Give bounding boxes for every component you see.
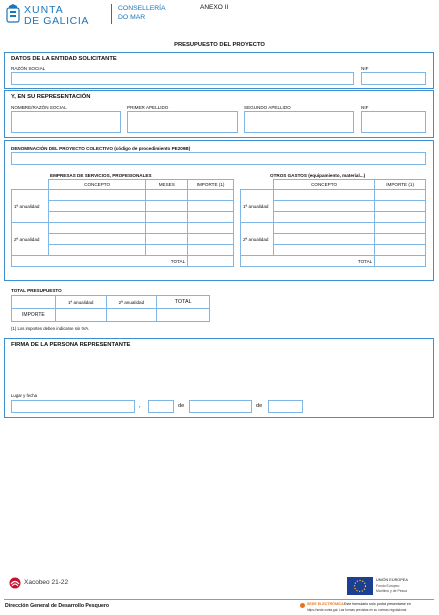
services-concepto-cell[interactable] bbox=[48, 245, 145, 256]
razon-social-label: RAZÓN SOCIAL bbox=[11, 66, 46, 71]
services-meses-cell[interactable] bbox=[146, 201, 188, 212]
services-meses-cell[interactable] bbox=[146, 245, 188, 256]
project-name-input[interactable] bbox=[11, 152, 426, 165]
coat-of-arms-icon bbox=[6, 4, 20, 24]
other-expenses-title: OTROS GASTOS (equipamiento, material...) bbox=[270, 173, 366, 178]
table-row bbox=[12, 309, 210, 322]
vat-note: (1) Los importes deben indicarse sin IVA. bbox=[11, 326, 90, 331]
dept-line1: CONSELLERÍA bbox=[118, 5, 166, 12]
other-total-cell[interactable] bbox=[375, 256, 426, 267]
table-cell bbox=[12, 180, 49, 190]
budget-col-total: TOTAL bbox=[157, 296, 210, 309]
other-importe-cell[interactable] bbox=[375, 190, 426, 201]
razon-social-input[interactable] bbox=[11, 72, 354, 85]
entity-nif-label: NIF bbox=[361, 66, 369, 71]
month-input[interactable] bbox=[189, 400, 252, 413]
sede-block bbox=[300, 602, 435, 614]
rep-first-surname-label: PRIMER APELLIDO bbox=[127, 105, 169, 110]
table-row bbox=[241, 256, 426, 267]
dept-line2: DO MAR bbox=[118, 14, 146, 21]
year-input[interactable] bbox=[268, 400, 303, 413]
table-row bbox=[241, 223, 426, 234]
other-concepto-cell[interactable] bbox=[273, 190, 374, 201]
other-concepto-cell[interactable] bbox=[273, 223, 374, 234]
logo-line2: DE GALICIA bbox=[24, 15, 89, 27]
other-concepto-cell[interactable] bbox=[273, 245, 374, 256]
col-meses: MESES bbox=[146, 180, 188, 190]
de-label-1: de bbox=[178, 403, 185, 409]
services-concepto-cell[interactable] bbox=[48, 190, 145, 201]
sede-text: Este formulario solo podrá presentarse en bbox=[344, 602, 411, 606]
rep-nif-label: NIF bbox=[361, 105, 369, 110]
sede-text2: https://sede.xunta.gal. Las formas previstas en su normas reguladoras bbox=[307, 608, 407, 612]
budget-total-table bbox=[11, 295, 210, 322]
rep-first-surname-input[interactable] bbox=[127, 111, 238, 133]
services-meses-cell[interactable] bbox=[146, 190, 188, 201]
eu-logo bbox=[347, 577, 433, 597]
budget-year2-cell[interactable] bbox=[106, 309, 157, 322]
table-row bbox=[12, 296, 210, 309]
other-expenses-table bbox=[240, 179, 426, 267]
eu-line3: Marítimo y de Pesca bbox=[376, 589, 407, 593]
place-date-label: Lugar y fecha bbox=[11, 393, 38, 398]
entity-nif-input[interactable] bbox=[361, 72, 426, 85]
table-row bbox=[12, 256, 234, 267]
services-concepto-cell[interactable] bbox=[48, 234, 145, 245]
row-year2-label: 2ª anualidad bbox=[12, 223, 49, 256]
comma-separator: , bbox=[139, 403, 141, 409]
xacobeo-emblem-icon bbox=[9, 577, 21, 589]
services-table bbox=[11, 179, 234, 267]
budget-row-importe: IMPORTE bbox=[12, 309, 56, 322]
services-meses-cell[interactable] bbox=[146, 234, 188, 245]
footer-divider bbox=[4, 599, 434, 600]
table-row bbox=[241, 180, 426, 190]
budget-total-cell[interactable] bbox=[157, 309, 210, 322]
de-label-2: de bbox=[256, 403, 263, 409]
budget-col-year2: 2ª anualidad bbox=[106, 296, 157, 309]
table-row bbox=[12, 223, 234, 234]
table-cell bbox=[241, 180, 274, 190]
other-row-year2-label: 2ª anualidad bbox=[241, 223, 274, 256]
rep-name-input[interactable] bbox=[11, 111, 121, 133]
representative-title: Y, EN SU REPRESENTACIÓN bbox=[11, 94, 91, 100]
services-importe-cell[interactable] bbox=[188, 190, 234, 201]
signature-title: FIRMA DE LA PERSONA REPRESENTANTE bbox=[11, 342, 131, 348]
row-year1-label: 1ª anualidad bbox=[12, 190, 49, 223]
services-title: EMPRESAS DE SERVICIOS, PROFESIONALES bbox=[50, 173, 152, 178]
budget-col-year1: 1ª anualidad bbox=[55, 296, 106, 309]
eu-line2: Fondo Europeo bbox=[376, 584, 400, 588]
rep-name-label: NOMBRE/RAZÓN SOCIAL bbox=[11, 105, 67, 110]
annex-label: ANEXO II bbox=[200, 4, 229, 11]
services-importe-cell[interactable] bbox=[188, 212, 234, 223]
day-input[interactable] bbox=[148, 400, 174, 413]
services-concepto-cell[interactable] bbox=[48, 201, 145, 212]
other-concepto-cell[interactable] bbox=[273, 212, 374, 223]
services-concepto-cell[interactable] bbox=[48, 223, 145, 234]
table-row bbox=[12, 190, 234, 201]
eu-line1: UNIÓN EUROPEA bbox=[376, 578, 408, 582]
col-importe-other: IMPORTE (1) bbox=[375, 180, 426, 190]
sede-icon bbox=[300, 603, 305, 608]
services-importe-cell[interactable] bbox=[188, 245, 234, 256]
other-importe-cell[interactable] bbox=[375, 234, 426, 245]
entity-title: DATOS DE LA ENTIDAD SOLICITANTE bbox=[11, 56, 117, 62]
xunta-logo bbox=[6, 4, 106, 26]
other-importe-cell[interactable] bbox=[375, 223, 426, 234]
rep-second-surname-input[interactable] bbox=[244, 111, 354, 133]
other-total-label: TOTAL bbox=[241, 256, 375, 267]
rep-second-surname-label: SEGUNDO APELLIDO bbox=[244, 105, 291, 110]
footer-department: Dirección General de Desarrollo Pesquero bbox=[5, 603, 110, 609]
logo-line1: XUNTA bbox=[24, 4, 64, 16]
services-total-cell[interactable] bbox=[188, 256, 234, 267]
services-importe-cell[interactable] bbox=[188, 223, 234, 234]
budget-total-title: TOTAL PRESUPUESTO bbox=[11, 288, 62, 293]
services-total-label: TOTAL bbox=[12, 256, 188, 267]
budget-year1-cell[interactable] bbox=[55, 309, 106, 322]
col-concepto: CONCEPTO bbox=[48, 180, 145, 190]
xacobeo-text: Xacobeo 21-22 bbox=[24, 579, 69, 586]
eu-flag-icon bbox=[347, 577, 373, 595]
services-meses-cell[interactable] bbox=[146, 212, 188, 223]
col-concepto-other: CONCEPTO bbox=[273, 180, 374, 190]
other-importe-cell[interactable] bbox=[375, 201, 426, 212]
services-importe-cell[interactable] bbox=[188, 201, 234, 212]
services-meses-cell[interactable] bbox=[146, 223, 188, 234]
other-importe-cell[interactable] bbox=[375, 245, 426, 256]
table-row bbox=[12, 180, 234, 190]
xacobeo-logo bbox=[9, 577, 79, 589]
other-concepto-cell[interactable] bbox=[273, 201, 374, 212]
col-importe: IMPORTE (1) bbox=[188, 180, 234, 190]
sede-label: SEDE ELECTRÓNICA bbox=[307, 602, 344, 606]
table-row bbox=[241, 190, 426, 201]
logo-divider bbox=[111, 4, 112, 24]
place-input[interactable] bbox=[11, 400, 135, 413]
project-name-label: DENOMINACIÓN DEL PROYECTO COLECTIVO (código de procedimiento PE209B) bbox=[11, 146, 191, 151]
other-concepto-cell[interactable] bbox=[273, 234, 374, 245]
rep-nif-input[interactable] bbox=[361, 111, 426, 133]
table-cell bbox=[12, 296, 56, 309]
document-title: PRESUPUESTO DEL PROYECTO bbox=[174, 42, 265, 48]
services-importe-cell[interactable] bbox=[188, 234, 234, 245]
other-row-year1-label: 1ª anualidad bbox=[241, 190, 274, 223]
other-importe-cell[interactable] bbox=[375, 212, 426, 223]
services-concepto-cell[interactable] bbox=[48, 212, 145, 223]
